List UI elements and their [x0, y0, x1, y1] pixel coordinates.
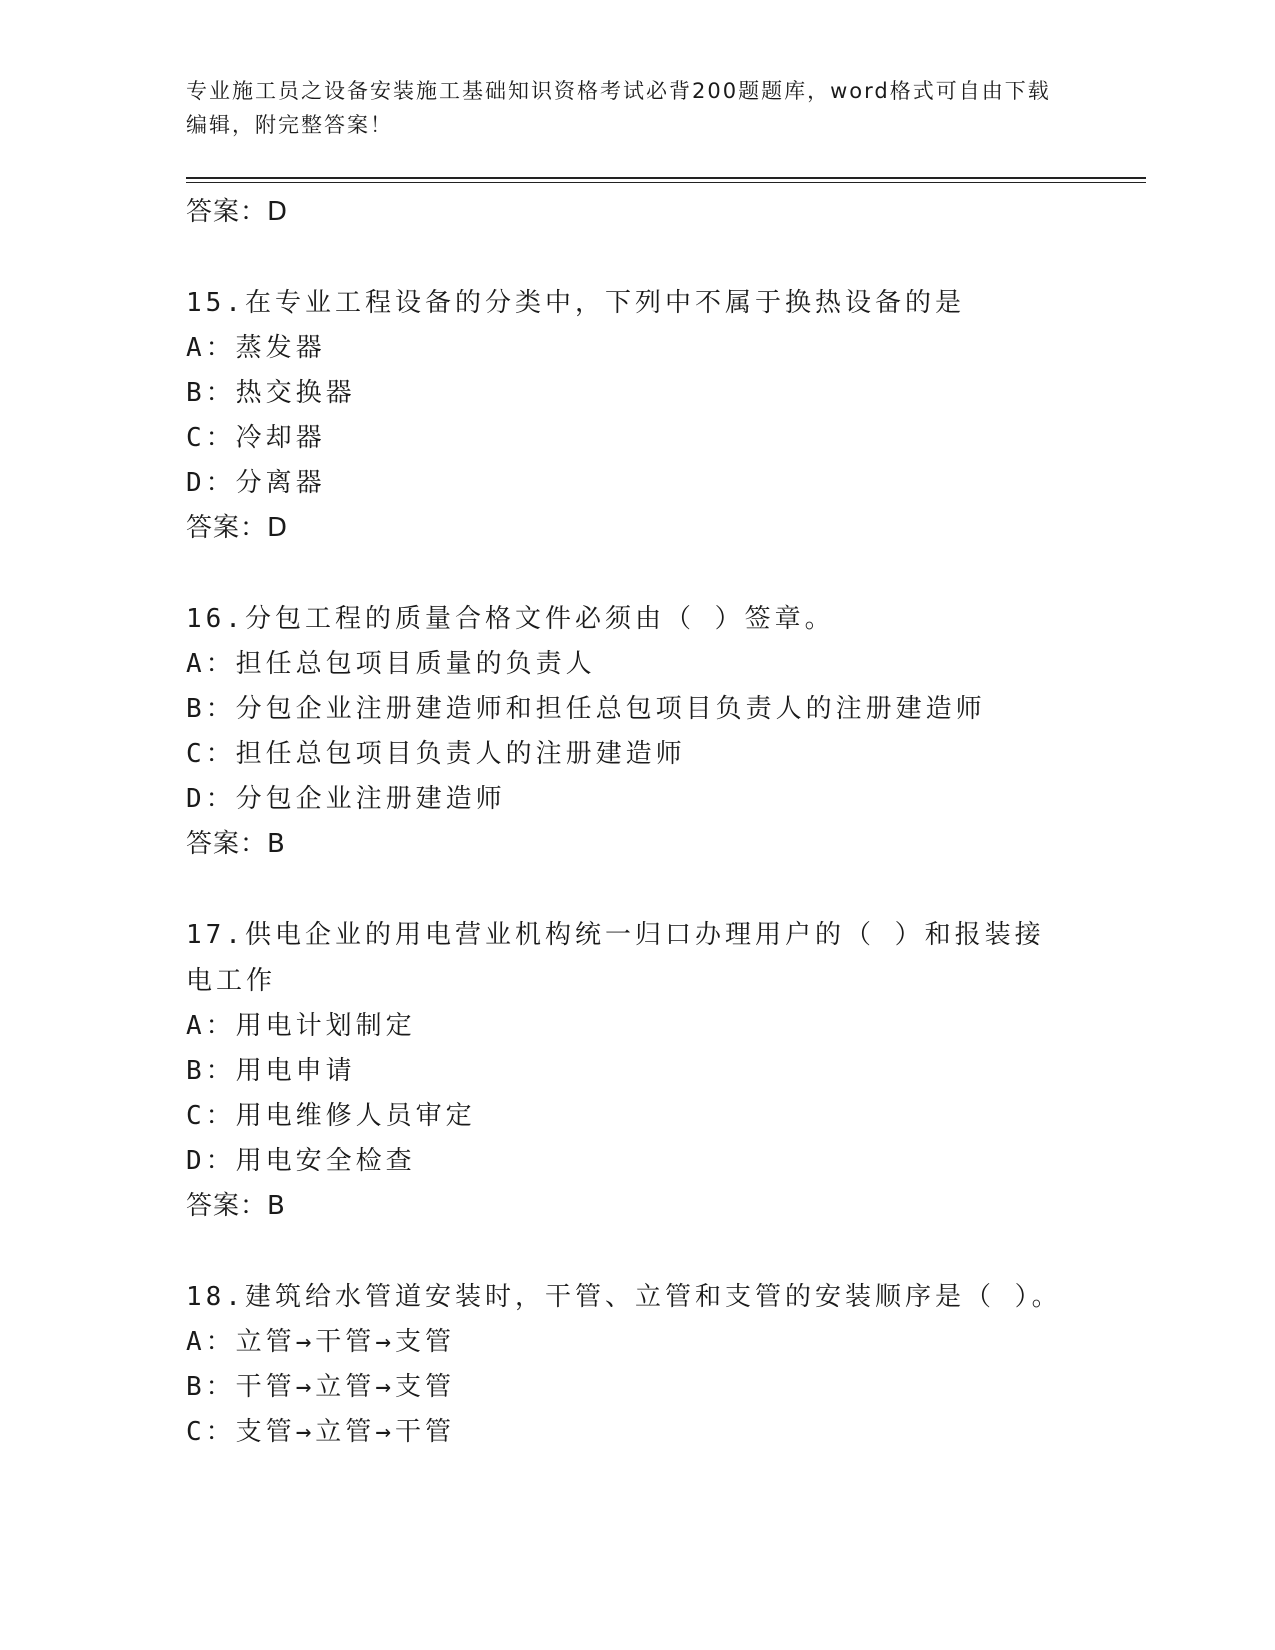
option-a: A：蒸发器: [186, 333, 326, 363]
option-c: C：用电维修人员审定: [186, 1101, 476, 1131]
question-stem: 18.建筑给水管道安装时，干管、立管和支管的安装顺序是（ ）。: [186, 1282, 1062, 1312]
option-a: A：立管→干管→支管: [186, 1327, 455, 1357]
question-18: [186, 1274, 1066, 1455]
question-stem: 15.在专业工程设备的分类中，下列中不属于换热设备的是: [186, 288, 965, 318]
answer-line: 答案：D: [186, 197, 289, 227]
header-divider-thin: [186, 182, 1146, 183]
question-stem: 17.供电企业的用电营业机构统一归口办理用户的（ ）和报装接电工作: [186, 920, 1045, 996]
option-b: B：热交换器: [186, 378, 356, 408]
question-16: [186, 596, 1066, 866]
option-d: D：分离器: [186, 468, 326, 498]
answer-line: 答案：B: [186, 1191, 286, 1221]
question-17: [186, 912, 1066, 1228]
option-b: B：干管→立管→支管: [186, 1372, 455, 1402]
document-header: 专业施工员之设备安装施工基础知识资格考试必背200题题库，word格式可自由下载编辑，附完整答案！: [186, 79, 1051, 137]
option-c: C：冷却器: [186, 423, 326, 453]
option-a: A：担任总包项目质量的负责人: [186, 649, 596, 679]
option-b: B：分包企业注册建造师和担任总包项目负责人的注册建造师: [186, 694, 986, 724]
option-c: C：支管→立管→干管: [186, 1417, 455, 1447]
option-b: B：用电申请: [186, 1056, 356, 1086]
option-c: C：担任总包项目负责人的注册建造师: [186, 739, 686, 769]
question-list: [186, 190, 1066, 1501]
question-stem: 16.分包工程的质量合格文件必须由（ ）签章。: [186, 604, 835, 634]
answer-line: 答案：B: [186, 829, 286, 859]
question-15: [186, 280, 1066, 550]
option-a: A：用电计划制定: [186, 1011, 416, 1041]
answer-line: 答案：D: [186, 513, 289, 543]
header-divider: [186, 177, 1146, 179]
option-d: D：分包企业注册建造师: [186, 784, 506, 814]
option-d: D：用电安全检查: [186, 1146, 416, 1176]
